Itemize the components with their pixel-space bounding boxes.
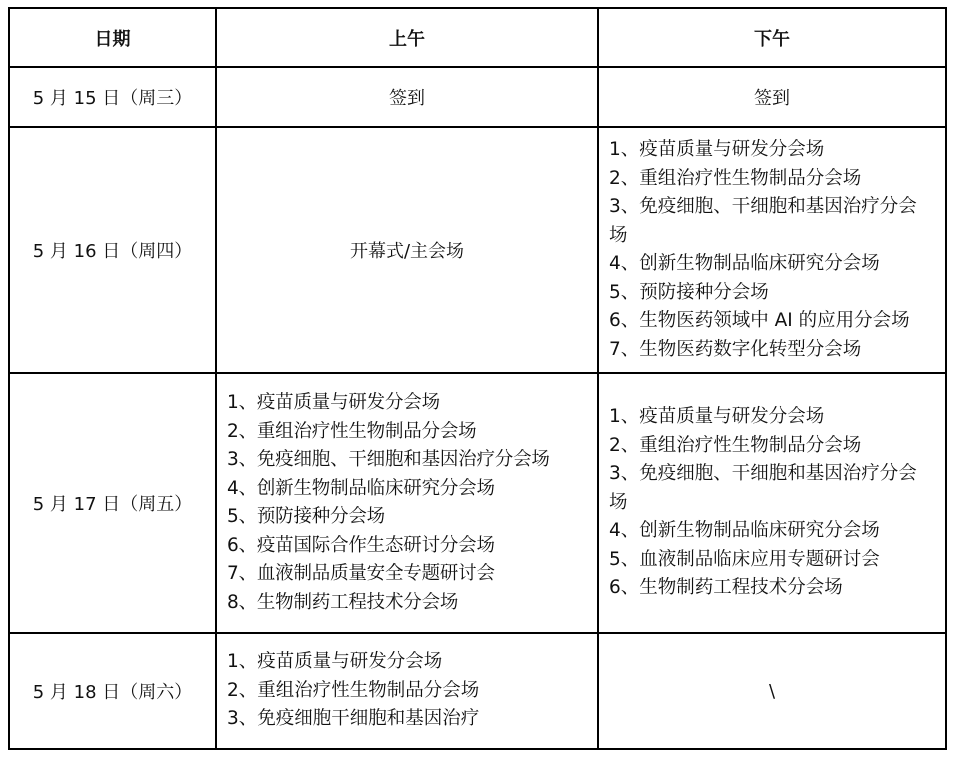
header-afternoon: 下午 (598, 8, 946, 67)
list-item: 2、重组治疗性生物制品分会场 (609, 167, 862, 189)
date-cell: 5 月 18 日（周六） (9, 633, 216, 749)
list-item: 7、生物医药数字化转型分会场 (609, 338, 862, 360)
session-list (217, 389, 597, 617)
header-morning: 上午 (216, 8, 598, 67)
morning-cell: 开幕式/主会场 (216, 127, 598, 373)
list-item: 5、预防接种分会场 (227, 506, 385, 527)
session-list (217, 648, 597, 734)
schedule-table (8, 7, 947, 750)
list-item: 2、重组治疗性生物制品分会场 (227, 420, 477, 442)
list-item: 1、疫苗质量与研发分会场 (227, 392, 440, 413)
list-item: 8、生物制药工程技术分会场 (227, 591, 459, 613)
list-item: 6、生物医药领域中 AI 的应用分会场 (609, 310, 910, 331)
list-item: 3、免疫细胞、干细胞和基因治疗分会场 (609, 463, 917, 513)
afternoon-cell (598, 373, 946, 633)
header-date: 日期 (9, 8, 216, 67)
date-cell: 5 月 15 日（周三） (9, 67, 216, 127)
table-row (9, 67, 946, 127)
date-cell: 5 月 16 日（周四） (9, 127, 216, 373)
list-item: 5、预防接种分会场 (609, 281, 769, 303)
list-item: 1、疫苗质量与研发分会场 (609, 406, 825, 428)
list-item: 3、免疫细胞、干细胞和基因治疗分会场 (609, 196, 917, 246)
afternoon-cell: \ (598, 633, 946, 749)
list-item: 7、血液制品质量安全专题研讨会 (227, 563, 495, 584)
list-item: 1、疫苗质量与研发分会场 (227, 651, 443, 673)
table-row (9, 373, 946, 633)
morning-cell (216, 633, 598, 749)
list-item: 2、重组治疗性生物制品分会场 (227, 679, 480, 701)
date-cell: 5 月 17 日（周五） (9, 373, 216, 633)
list-item: 6、疫苗国际合作生态研讨分会场 (227, 534, 495, 556)
table-row (9, 127, 946, 373)
afternoon-cell (598, 127, 946, 373)
list-item: 4、创新生物制品临床研究分会场 (227, 477, 495, 499)
morning-cell: 签到 (216, 67, 598, 127)
session-list (599, 403, 945, 603)
list-item: 5、血液制品临床应用专题研讨会 (609, 548, 880, 570)
table-row (9, 633, 946, 749)
list-item: 3、免疫细胞干细胞和基因治疗 (227, 708, 480, 730)
session-list (599, 136, 945, 364)
list-item: 1、疫苗质量与研发分会场 (609, 139, 825, 160)
morning-cell (216, 373, 598, 633)
afternoon-cell: 签到 (598, 67, 946, 127)
list-item: 2、重组治疗性生物制品分会场 (609, 434, 862, 456)
list-item: 3、免疫细胞、干细胞和基因治疗分会场 (227, 449, 550, 470)
list-item: 4、创新生物制品临床研究分会场 (609, 253, 880, 274)
list-item: 4、创新生物制品临床研究分会场 (609, 520, 880, 542)
list-item: 6、生物制药工程技术分会场 (609, 577, 843, 599)
header-row (9, 8, 946, 67)
